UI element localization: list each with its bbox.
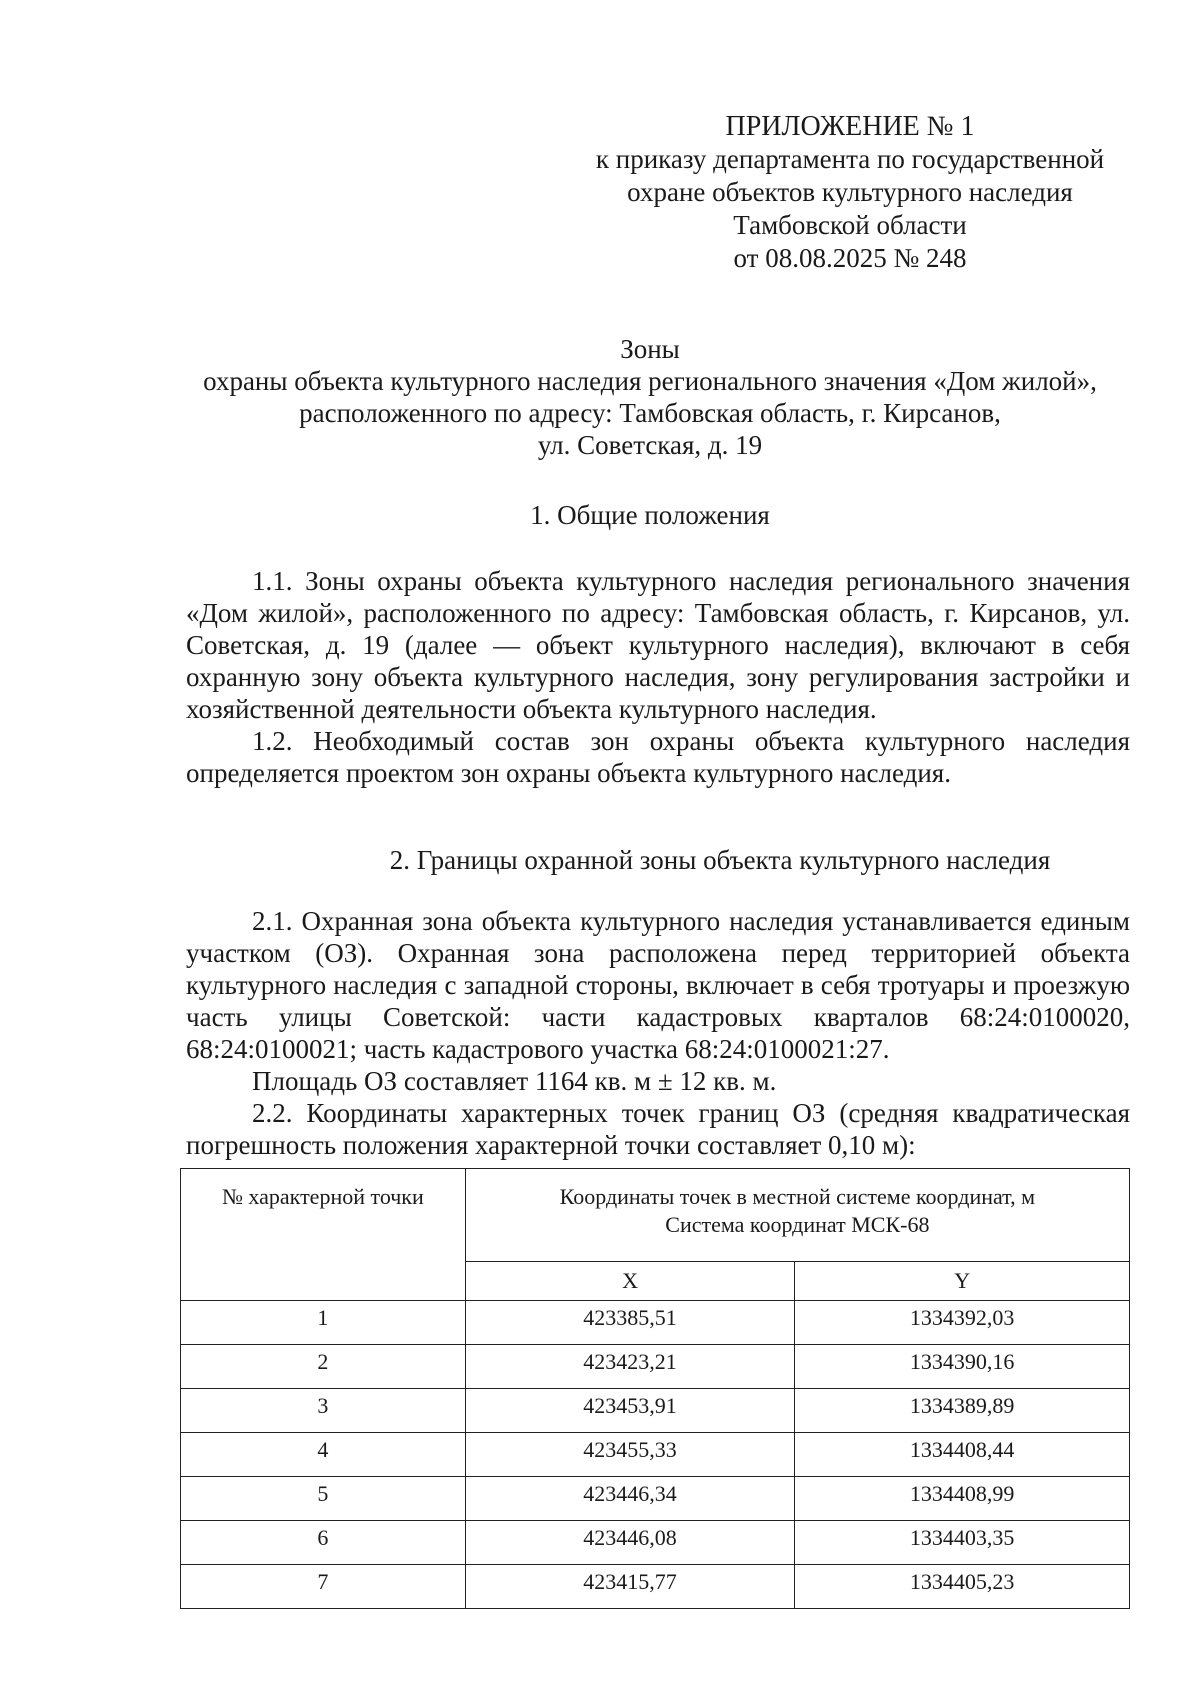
coord-y: 1334405,23	[795, 1565, 1130, 1609]
paragraph-1-1: 1.1. Зоны охраны объекта культурного наследия регионального значения «Дом жилой», расположенного по адресу: Тамбовская область, г. Кирсанов, ул. Советская, д. 19 (далее — объект культурного наследия), включают в себя охранную зону объекта культурного наследия, зону регулирования застройки и хозяйственной деятельности объекта культурного наследия.	[186, 566, 1130, 724]
table-row	[181, 1477, 1130, 1521]
coord-y: 1334390,16	[795, 1345, 1130, 1389]
section2-heading: 2. Границы охранной зоны объекта культурного наследия	[389, 845, 1051, 875]
coord-y: 1334408,44	[795, 1433, 1130, 1477]
coord-x: 423446,34	[465, 1477, 795, 1521]
header-coordinates-line1: Координаты точек в местной системе координат, м	[559, 1184, 1036, 1209]
coord-x: 423453,91	[465, 1389, 795, 1433]
paragraph-2-1: 2.1. Охранная зона объекта культурного наследия устанавливается единым участком (ОЗ). Охранная зона расположена перед территорией объекта культурного наследия с западной стороны, включает в себя тротуары и проезжую часть улицы Советской: части кадастровых кварталов 68:24:0100020, 68:24:0100021; часть кадастрового участка 68:24:0100021:27.	[186, 906, 1130, 1064]
point-number: 5	[181, 1477, 466, 1521]
appendix-line: охране объектов культурного наследия	[627, 177, 1073, 207]
table-row	[181, 1521, 1130, 1565]
table-row	[181, 1345, 1130, 1389]
appendix-header	[560, 110, 1140, 275]
appendix-line: от 08.08.2025 № 248	[733, 243, 967, 273]
coord-x: 423385,51	[465, 1301, 795, 1345]
header-y: Y	[795, 1262, 1130, 1301]
coord-x: 423446,08	[465, 1521, 795, 1565]
title-line: охраны объекта культурного наследия регионального значения «Дом жилой»,	[203, 366, 1097, 396]
point-number: 2	[181, 1345, 466, 1389]
coordinates-table	[180, 1168, 1130, 1609]
point-number: 3	[181, 1389, 466, 1433]
appendix-line: Тамбовской области	[733, 210, 967, 240]
document-title	[150, 333, 1150, 461]
header-coordinates-line2: Система координат МСК-68	[665, 1212, 930, 1237]
paragraph-2-2: 2.2. Координаты характерных точек границ ОЗ (средняя квадратическая погрешность положения характерной точки составляет 0,10 м):	[186, 1098, 1130, 1160]
coord-y: 1334403,35	[795, 1521, 1130, 1565]
title-line: Зоны	[620, 334, 680, 364]
title-line: расположенного по адресу: Тамбовская область, г. Кирсанов,	[299, 398, 1001, 428]
coord-x: 423423,21	[465, 1345, 795, 1389]
coord-x: 423415,77	[465, 1565, 795, 1609]
paragraph-1-2: 1.2. Необходимый состав зон охраны объекта культурного наследия определяется проектом зон охраны объекта культурного наследия.	[186, 726, 1130, 788]
title-line: ул. Советская, д. 19	[537, 430, 763, 460]
table-row	[181, 1301, 1130, 1345]
point-number: 6	[181, 1521, 466, 1565]
header-x: X	[465, 1262, 795, 1301]
header-point-number: № характерной точки	[181, 1169, 466, 1301]
coord-y: 1334408,99	[795, 1477, 1130, 1521]
appendix-line: к приказу департамента по государственной	[595, 144, 1105, 174]
appendix-heading: ПРИЛОЖЕНИЕ № 1	[725, 111, 975, 142]
point-number: 4	[181, 1433, 466, 1477]
section1-heading: 1. Общие положения	[530, 500, 770, 530]
coord-y: 1334392,03	[795, 1301, 1130, 1345]
coord-x: 423455,33	[465, 1433, 795, 1477]
coord-y: 1334389,89	[795, 1389, 1130, 1433]
table-row	[181, 1389, 1130, 1433]
point-number: 7	[181, 1565, 466, 1609]
paragraph-2-area: Площадь ОЗ составляет 1164 кв. м ± 12 кв. м.	[252, 1066, 777, 1096]
table-row	[181, 1565, 1130, 1609]
table-row	[181, 1433, 1130, 1477]
section1-body	[186, 565, 1130, 789]
header-coordinates	[465, 1169, 1129, 1262]
section2-body	[186, 905, 1130, 1161]
point-number: 1	[181, 1301, 466, 1345]
